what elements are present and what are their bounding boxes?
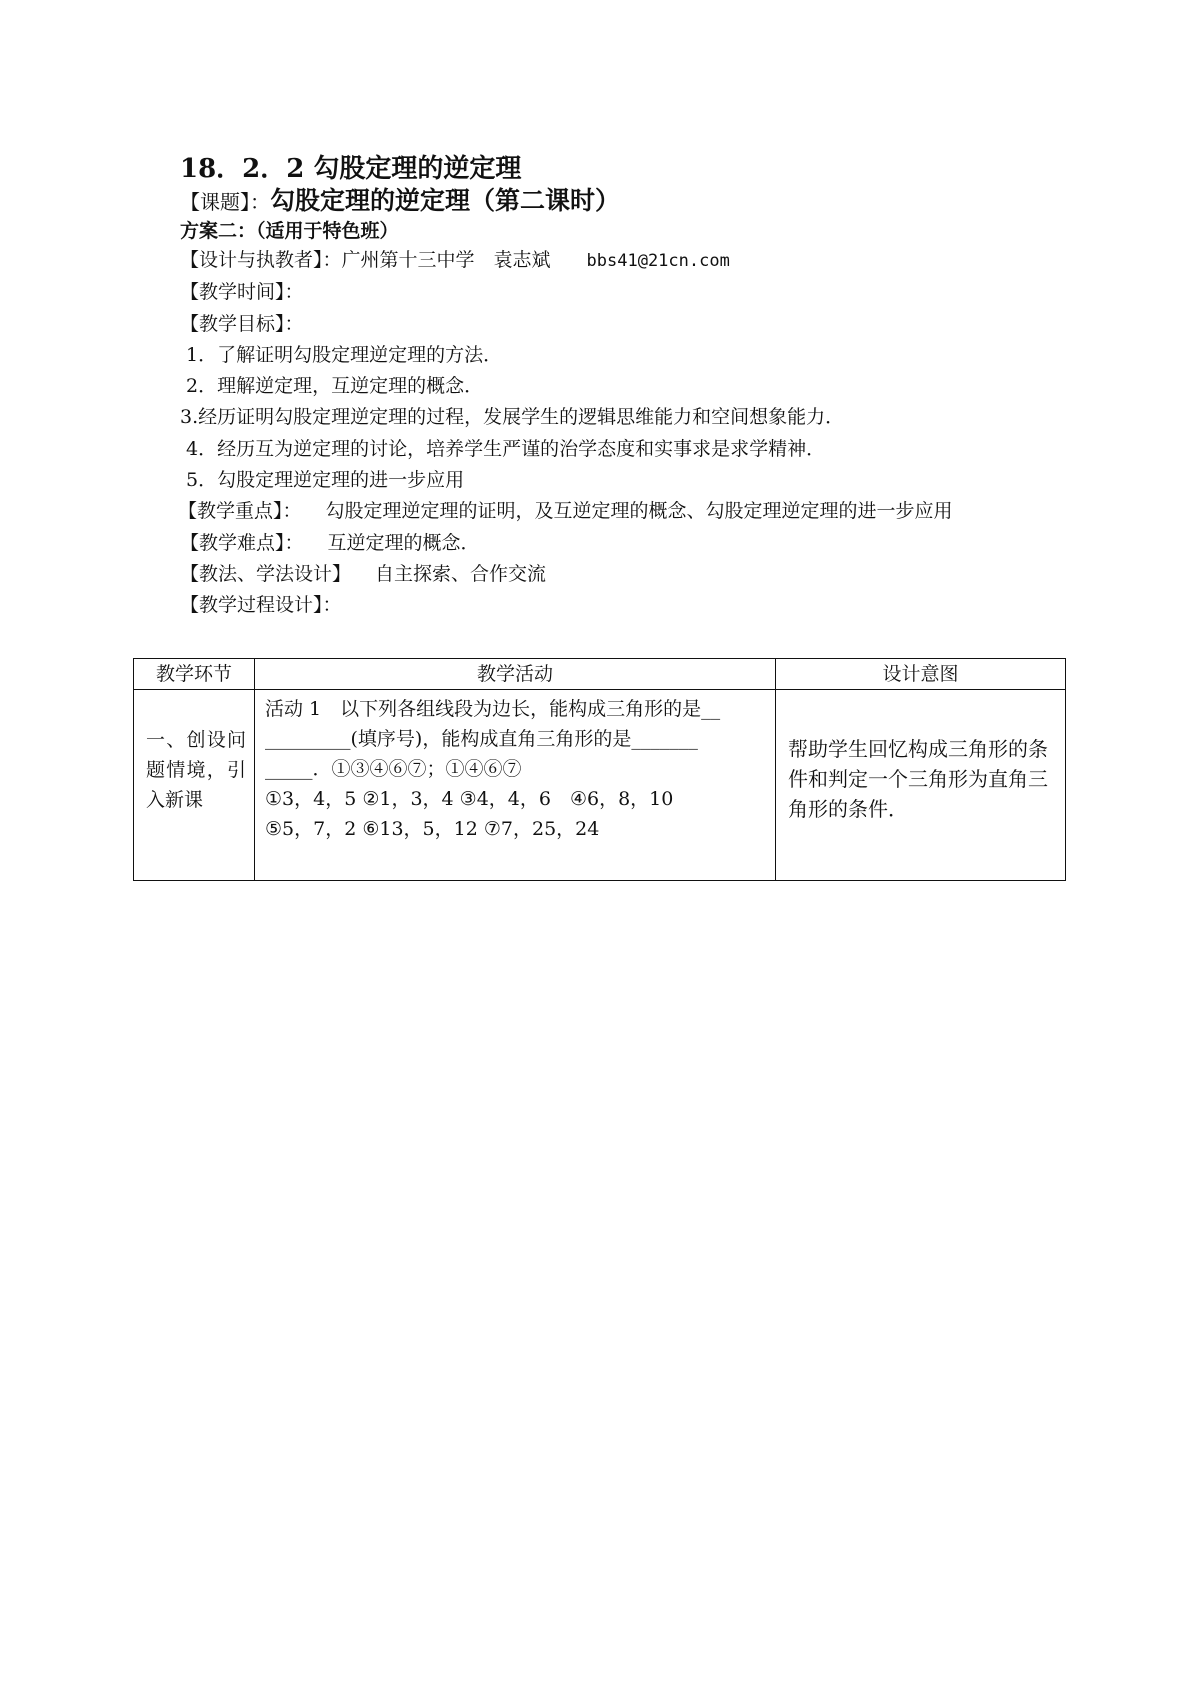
lesson-header xyxy=(180,152,1080,622)
intent-cell: 帮助学生回忆构成三角形的条件和判定一个三角形为直角三角形的条件． xyxy=(776,690,1066,881)
key-points-line xyxy=(178,496,1080,527)
methods-label: 【教法、学法设计】 xyxy=(180,562,352,585)
lesson-process-table xyxy=(133,658,1066,881)
goal-item: 4．经历互为逆定理的讨论，培养学生严谨的治学态度和实事求是求学精神． xyxy=(186,437,826,460)
topic-value: 勾股定理的逆定理（第二课时） xyxy=(270,186,621,215)
designer-label: 【设计与执教者】： xyxy=(180,249,342,271)
activity-line: ①3，4，5 ②1，3，4 ③4，4，6 ④6，8，10 xyxy=(265,788,674,810)
activity-line: 活动 1 以下列各组线段为边长，能构成三角形的是__ xyxy=(265,698,721,720)
key-points-value: 勾股定理逆定理的证明，及互逆定理的概念、勾股定理逆定理的进一步应用 xyxy=(325,500,953,523)
difficulty-line xyxy=(180,528,1080,559)
table-header-row xyxy=(134,659,1066,690)
methods-value: 自主探索、合作交流 xyxy=(375,562,547,585)
header-activity: 教学活动 xyxy=(255,659,776,690)
activity-line: ⑤5，7，2 ⑥13，5，12 ⑦7，25，24 xyxy=(265,818,600,840)
goal-item: 3.经历证明勾股定理逆定理的过程，发展学生的逻辑思维能力和空间想象能力． xyxy=(180,406,845,429)
topic-label: 【课题】： xyxy=(180,190,270,214)
section-title: 18．2．2 勾股定理的逆定理 xyxy=(180,154,522,184)
key-points-label: 【教学重点】： xyxy=(178,500,302,523)
stage-cell: 一、创设问题情境，引入新课 xyxy=(134,690,255,881)
activity-line: _________(填序号)，能构成直角三角形的是_______ xyxy=(265,728,698,750)
designer-line xyxy=(180,245,1080,277)
plan-line: 方案二：（适用于特色班） xyxy=(180,220,399,242)
difficulty-value: 互逆定理的概念． xyxy=(327,531,480,554)
topic-line xyxy=(180,186,1080,217)
table-row xyxy=(134,690,1066,881)
header-intent: 设计意图 xyxy=(776,659,1066,690)
difficulty-label: 【教学难点】： xyxy=(180,531,304,554)
header-stage: 教学环节 xyxy=(134,659,255,690)
goal-item: 1．了解证明勾股定理逆定理的方法． xyxy=(186,343,503,366)
methods-line xyxy=(180,559,1080,590)
goal-item: 2．理解逆定理，互逆定理的概念． xyxy=(186,375,484,398)
goals-label: 【教学目标】： xyxy=(180,312,304,335)
designer-email: bbs41@21cn.com xyxy=(586,251,730,271)
goal-item: 5．勾股定理逆定理的进一步应用 xyxy=(186,469,465,492)
process-label: 【教学过程设计】： xyxy=(180,594,342,617)
time-line: 【教学时间】： xyxy=(180,281,304,304)
activity-line: _____．①③④⑥⑦；①④⑥⑦ xyxy=(265,758,522,780)
activity-cell xyxy=(255,690,776,881)
designer-value: 广州第十三中学 袁志斌 xyxy=(341,249,551,271)
